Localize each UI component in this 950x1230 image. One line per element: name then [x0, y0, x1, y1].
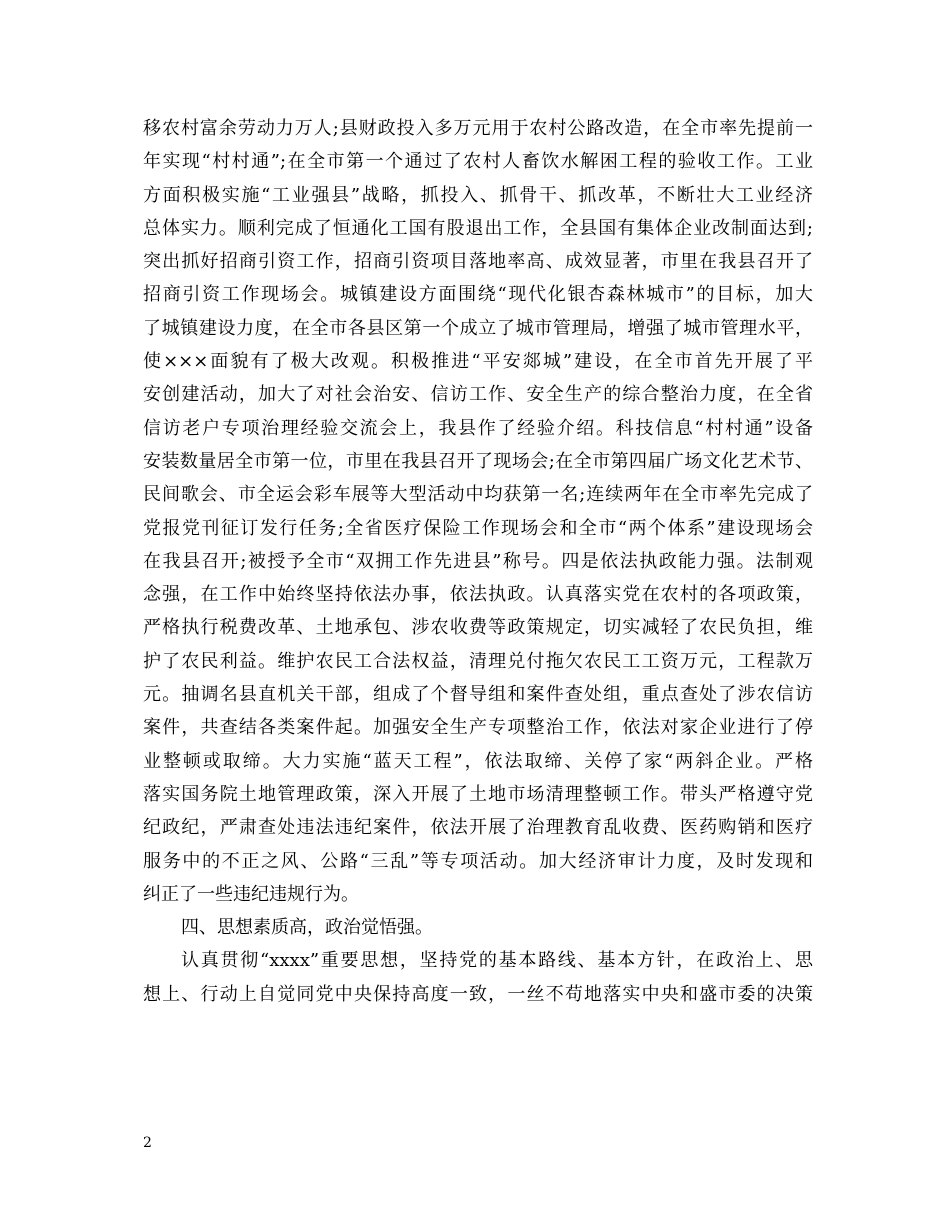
paragraph-line: 民间歌会、市全运会彩车展等大型活动中均获第一名;连续两年在全市率先完成了	[143, 484, 813, 506]
paragraph-line: 严格执行税费改革、土地承包、涉农收费等政策规定，切实减轻了农民负担，维	[143, 617, 813, 639]
paragraph-line: 信访老户专项治理经验交流会上，我县作了经验介绍。科技信息“村村通”设备	[143, 417, 813, 439]
section-heading: 四、思想素质高，政治觉悟强。	[181, 917, 433, 939]
paragraph-line: 安创建活动，加大了对社会治安、信访工作、安全生产的综合整治力度，在全省	[143, 384, 813, 406]
paragraph-line: 突出抓好招商引资工作，招商引资项目落地率高、成效显著，市里在我县召开了	[143, 251, 813, 273]
paragraph-line: 安装数量居全市第一位，市里在我县召开了现场会;在全市第四届广场文化艺术节、	[143, 450, 813, 472]
paragraph-line: 护了农民利益。维护农民工合法权益，清理兑付拖欠农民工工资万元，工程款万	[143, 650, 813, 672]
paragraph-line: 年实现“村村通”;在全市第一个通过了农村人畜饮水解困工程的验收工作。工业	[143, 151, 813, 173]
paragraph-line: 元。抽调名县直机关干部，组成了个督导组和案件查处组，重点查处了涉农信访	[143, 684, 813, 706]
paragraph-line: 在我县召开;被授予全市“双拥工作先进县”称号。四是依法执政能力强。法制观	[143, 550, 813, 572]
paragraph-line: 方面积极实施“工业强县”战略，抓投入、抓骨干、抓改革，不断壮大工业经济	[143, 184, 813, 206]
paragraph-line: 落实国务院土地管理政策，深入开展了土地市场清理整顿工作。带头严格遵守党	[143, 783, 813, 805]
page-number: 2	[143, 1135, 152, 1151]
paragraph-line: 想上、行动上自觉同党中央保持高度一致，一丝不苟地落实中央和盛市委的决策	[143, 983, 813, 1005]
paragraph-line: 纪政纪，严肃查处违法违纪案件，依法开展了治理教育乱收费、医药购销和医疗	[143, 817, 813, 839]
paragraph-line: 总体实力。顺利完成了恒通化工国有股退出工作，全县国有集体企业改制面达到;	[143, 217, 813, 239]
paragraph-line: 案件，共查结各类案件起。加强安全生产专项整治工作，依法对家企业进行了停	[143, 717, 813, 739]
paragraph-line: 党报党刊征订发行任务;全省医疗保险工作现场会和全市“两个体系”建设现场会	[143, 517, 813, 539]
document-body	[143, 112, 813, 1011]
paragraph-line: 纠正了一些违纪违规行为。	[143, 883, 359, 905]
paragraph-line: 认真贯彻“xxxx”重要思想，坚持党的基本路线、基本方针，在政治上、思	[181, 950, 813, 972]
paragraph-line: 了城镇建设力度，在全市各县区第一个成立了城市管理局，增强了城市管理水平，	[143, 317, 813, 339]
paragraph-line: 念强，在工作中始终坚持依法办事，依法执政。认真落实党在农村的各项政策，	[143, 584, 813, 606]
paragraph-line: 服务中的不正之风、公路“三乱”等专项活动。加大经济审计力度，及时发现和	[143, 850, 813, 872]
paragraph-line: 使×××面貌有了极大改观。积极推进“平安郯城”建设，在全市首先开展了平	[143, 351, 813, 373]
paragraph-line: 业整顿或取缔。大力实施“蓝天工程”，依法取缔、关停了家“两斜企业。严格	[143, 750, 813, 772]
paragraph-line: 招商引资工作现场会。城镇建设方面围绕“现代化银杏森林城市”的目标，加大	[143, 284, 813, 306]
paragraph-line: 移农村富余劳动力万人;县财政投入多万元用于农村公路改造，在全市率先提前一	[143, 118, 813, 139]
